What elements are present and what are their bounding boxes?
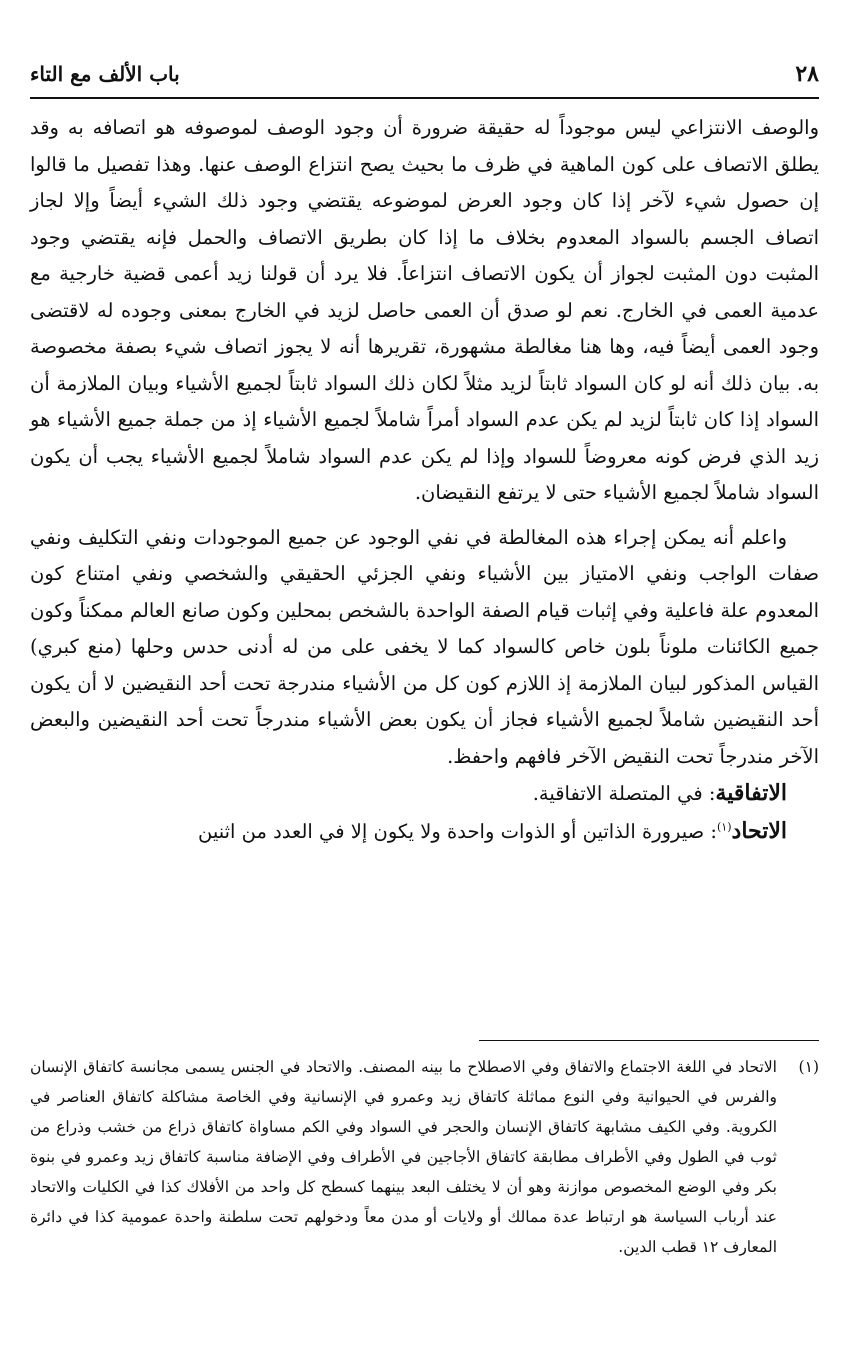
footnote-1	[30, 1052, 819, 1262]
entry-term: الاتحاد	[731, 817, 787, 844]
header-divider	[30, 97, 819, 99]
paragraph-1: والوصف الانتزاعي ليس موجوداً له حقيقة ضرورة أن وجود الوصف لموصوفه هو اتصافه به وقد يطلق الاتصاف على كون الماهية في ظرف ما بحيث يصح انتزاع الوصف عنها. وهذا تفصيل ما قالوا إن حصول شيء لآخر إذا كان وجود العرض لموضوعه يقتضي وجود ذلك الشيء أيضاً وإلا لجاز اتصاف الجسم بالسواد المعدوم بخلاف ما إذا كان بطريق الاتصاف والحمل فإنه يقتضي وجود المثبت دون المثبت لجواز أن يكون الاتصاف انتزاعاً. فلا يرد أن قولنا زيد أعمى قضية خارجية مع عدمية العمى في الخارج. نعم لو صدق أن العمى حاصل لزيد في الخارج بمعنى وجوده له لاقتضى وجود العمى أيضاً فيه، وها هنا مغالطة مشهورة، تقريرها أنه لا يجوز اتصاف شيء بصفة مخصوصة به. بيان ذلك أنه لو كان السواد ثابتاً لزيد مثلاً لكان ذلك السواد ثابتاً لجميع الأشياء وبيان الملازمة أن السواد إذا كان ثابتاً لزيد لم يكن عدم السواد أمراً شاملاً لجميع الأشياء إذ من جملة جميع الأشياء هو زيد الذي فرض كونه معروضاً للسواد وإذا لم يكن عدم السواد شاملاً لجميع الأشياء يجب أن يكون السواد شاملاً لجميع الأشياء حتى لا يرتفع النقيضان.	[30, 116, 819, 504]
paragraph-2: واعلم أنه يمكن إجراء هذه المغالطة في نفي الوجود عن جميع الموجودات ونفي التكليف ونفي صفات الواجب ونفي الامتياز بين الأشياء ونفي الجزئي الحقيقي والشخصي ونفي امتناع كون المعدوم علة فاعلية وفي إثبات قيام الصفة الواحدة بالشخص بمحلين وكون صانع العالم ممكناً وكون جميع الكائنات ملوناً بلون خاص كالسواد كما لا يخفى على من له أدنى حدس وحلها (منع كبري) القياس المذكور لبيان الملازمة إذ اللازم كون كل من الأشياء مندرجة تحت أحد النقيضين لا أن يكون أحد النقيضين شاملاً لجميع الأشياء فجاز أن يكون بعض الأشياء مندرجاً تحت أحد النقيضين والبعض الآخر مندرجاً تحت النقيض الآخر فافهم واحفظ.	[30, 525, 819, 768]
main-text	[30, 110, 819, 850]
entry-definition: : في المتصلة الاتفاقية.	[532, 782, 716, 805]
chapter-title: باب الألف مع التاء	[30, 62, 180, 86]
footnote-divider	[479, 1040, 819, 1041]
entry-ittihad	[30, 813, 819, 851]
page-header	[30, 54, 819, 94]
footnote-text: الاتحاد في اللغة الاجتماع والاتفاق وفي الاصطلاح ما بينه المصنف. والاتحاد في الجنس يسمى مجانسة كاتفاق الإنسان والفرس في الحيوانية وفي النوع مماثلة كاتفاق زيد وعمرو في الإنسانية وفي الخاصة مشاكلة كاتفاق العناصر في الكروية. وفي الكيف مشابهة كاتفاق الإنسان والحجر في السواد وفي الكم مساواة كاتفاق ذراع من خشب وذراع من ثوب في الطول وفي الأطراف مطابقة كاتفاق الأجاجين في الأطراف وفي الإضافة مناسبة كاتفاق زيد وعمرو في بنوة بكر وفي الوضع المخصوص موازنة وهو أن لا يختلف البعد بينهما كسطح كل واحد من الأفلاك كذا في الكليات والاتحاد عند أرباب السياسة هو ارتباط عدة ممالك أو ولايات أو مدن معاً ودخولهم تحت سلطنة واحدة عمومية كذا في دائرة المعارف ١٢ قطب الدين.	[30, 1058, 777, 1256]
footnote-marker: (١)	[798, 1058, 819, 1076]
entry-ittifaqiyya	[30, 775, 819, 813]
entry-definition: : صيرورة الذاتين أو الذوات واحدة ولا يكون إلا في العدد من اثنين	[197, 819, 717, 843]
footnote-reference: (١)	[717, 820, 732, 833]
entry-term: الاتفاقية	[715, 780, 787, 806]
page-number: ٢٨	[795, 61, 819, 87]
footnotes	[30, 1052, 819, 1262]
